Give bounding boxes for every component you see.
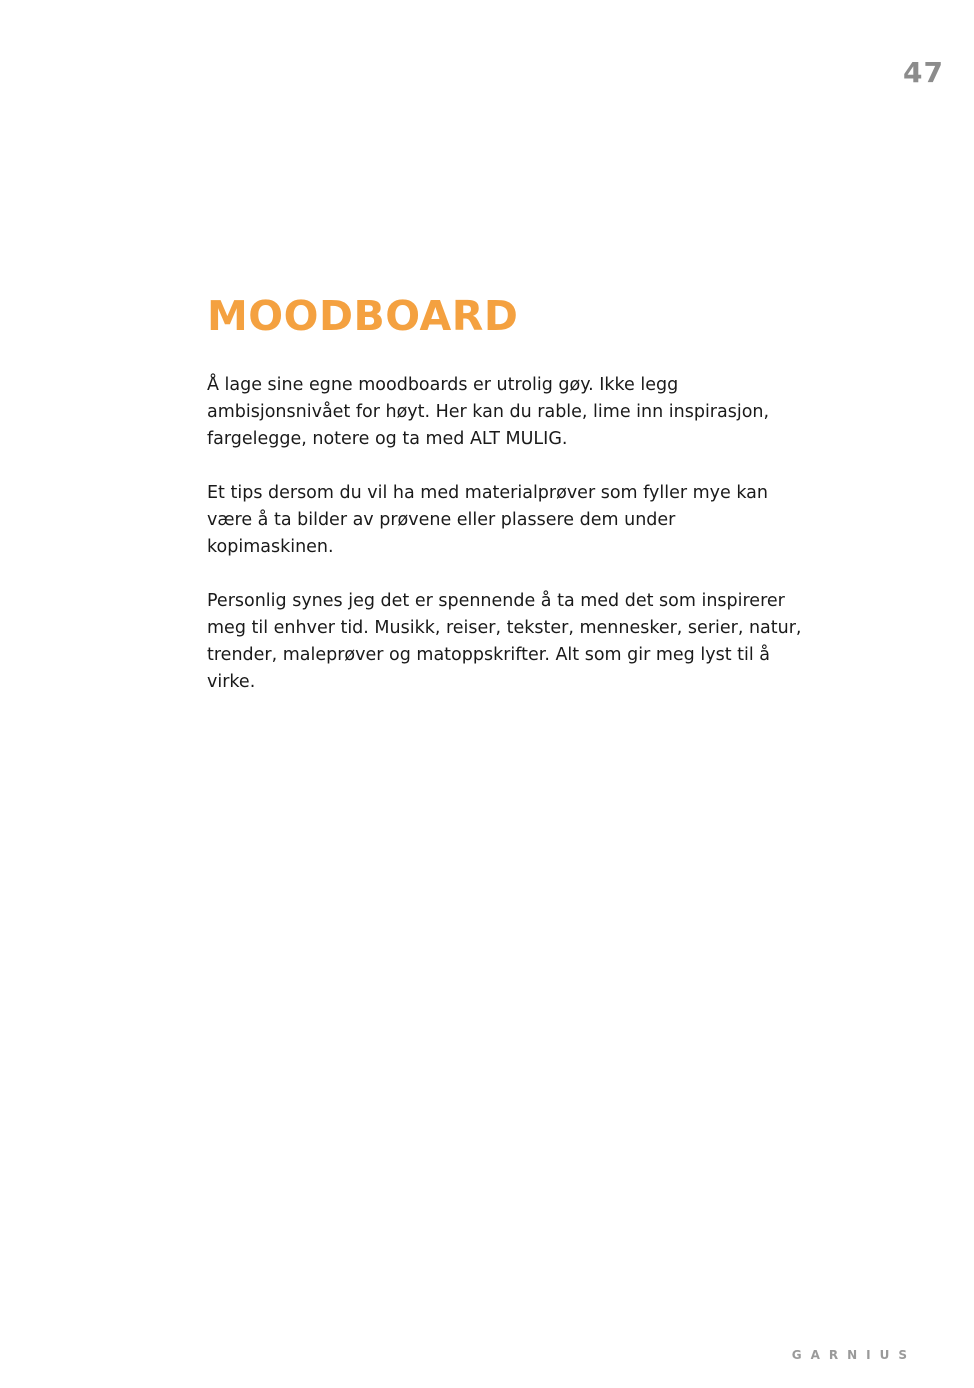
brand-footer: GARNIUS [791, 1348, 916, 1362]
page-number: 47 [903, 56, 944, 89]
main-content [207, 290, 807, 723]
page-title: MOODBOARD [207, 292, 519, 340]
paragraph-personal: Personlig synes jeg det er spennende å ta med det som inspirerer meg til enhver tid. Musikk, reiser, tekster, mennesker, serier, natur, trender, maleprøver og matoppskrifter. Alt som gir meg lyst til å virke. [207, 591, 802, 692]
paragraph-tips: Et tips dersom du vil ha med materialprøver som fyller mye kan være å ta bilder av prøvene eller plassere dem under kopimaskinen. [207, 483, 768, 557]
paragraph-intro: Å lage sine egne moodboards er utrolig gøy. Ikke legg ambisjonsnivået for høyt. Her kan du rable, lime inn inspirasjon, fargelegge, notere og ta med ALT MULIG. [207, 375, 770, 449]
